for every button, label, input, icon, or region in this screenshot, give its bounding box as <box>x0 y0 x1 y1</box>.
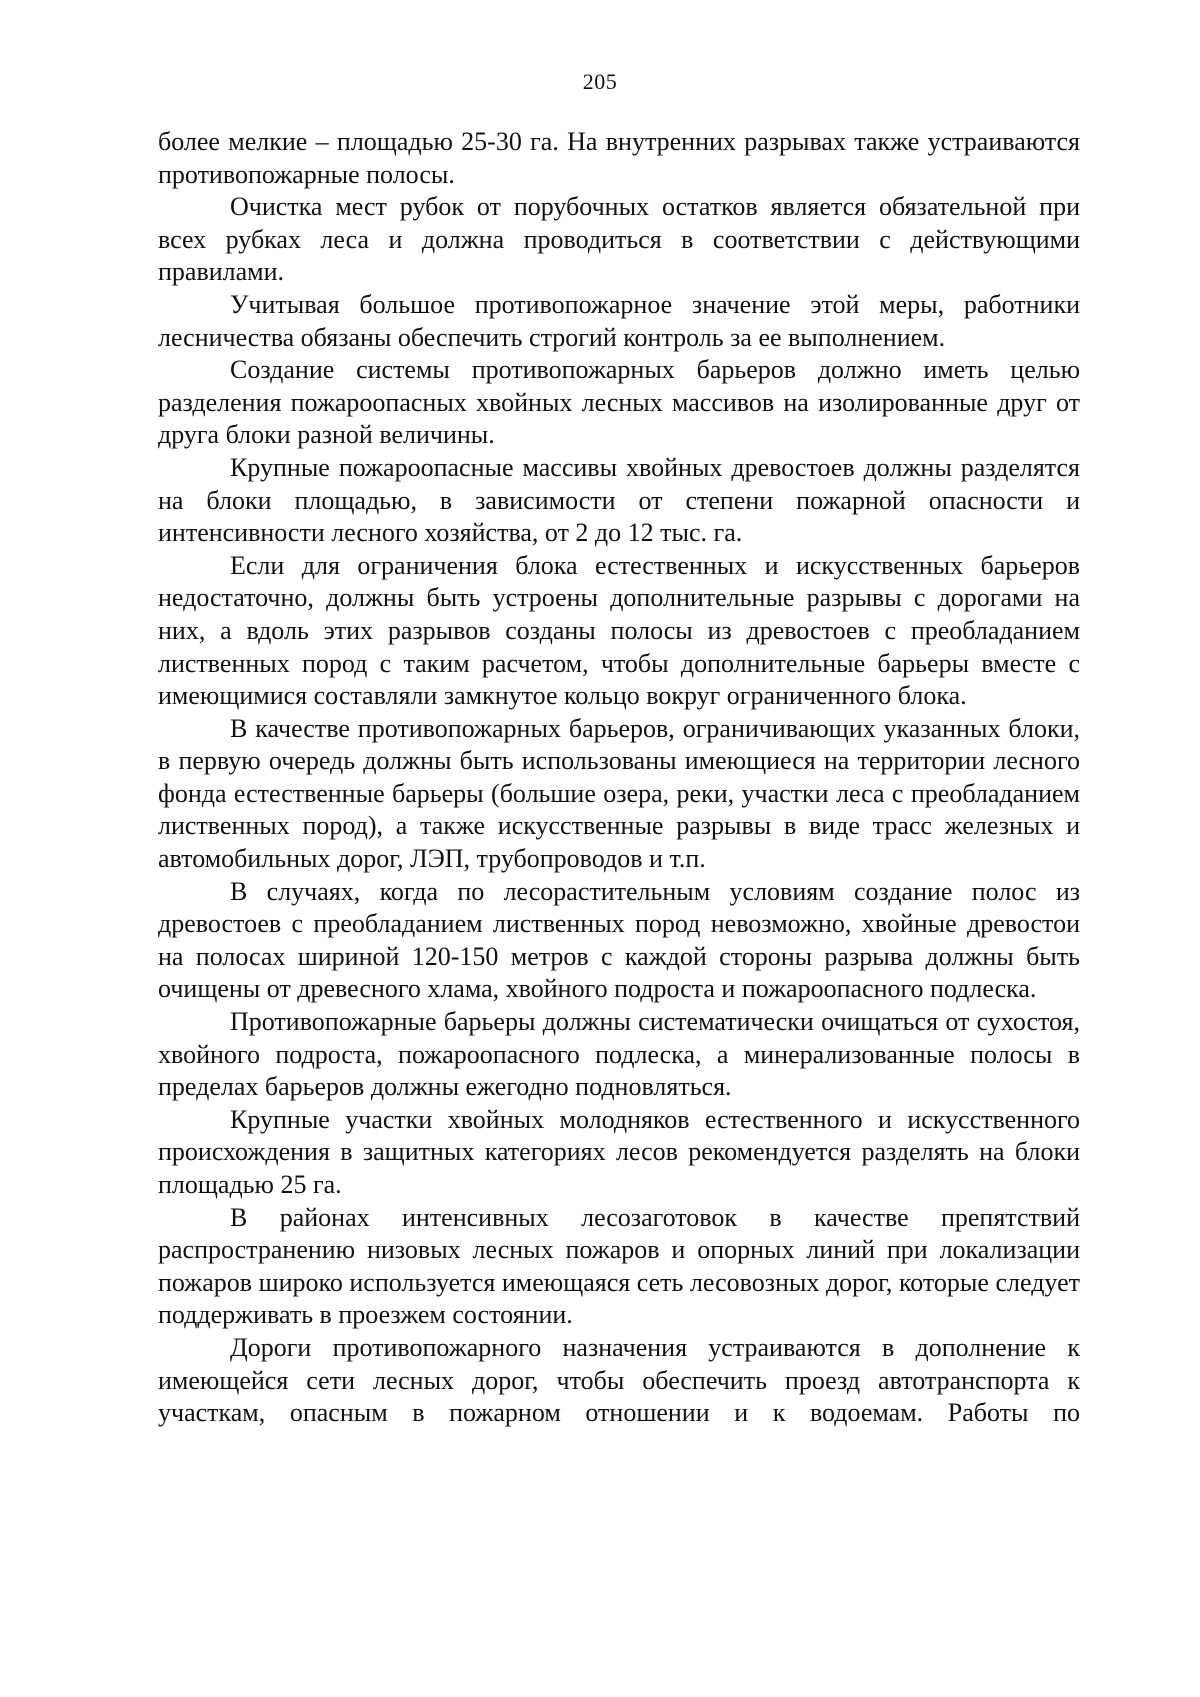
paragraph-fire-roads: Дороги противопожарного назначения устраиваются в дополнение к имеющейся сети лесных дорог, чтобы обеспечить проезд автотранспорта к участкам, опасным в пожарном отношении и к водоемам. Работы по <box>158 1332 1080 1428</box>
paragraph-large-massifs: Крупные пожароопасные массивы хвойных древостоев должны разделятся на блоки площадью, в зависимости от степени пожарной опасности и интенсивности лесного хозяйства, от 2 до 12 тыс. га. <box>158 452 1080 548</box>
paragraph-logging-roads: В районах интенсивных лесозаготовок в качестве препятствий распространению низовых лесных пожаров и опорных линий при локализации пожаров широко используется имеющаяся сеть лесовозных дорог, которые следует поддерживать в проезжем состоянии. <box>158 1202 1080 1330</box>
paragraph-barrier-system: Создание системы противопожарных барьеров должно иметь целью разделения пожароопасных хвойных лесных массивов на изолированные друг от друга блоки разной величины. <box>158 355 1080 450</box>
paragraph-conifer-strips: В случаях, когда по лесорастительным условиям создание полос из древостоев с преобладанием лиственных пород невозможно, хвойные древостои на полосах шириной 120-150 метров с каждой стороны разрыва должны быть очищены от древесного хлама, хвойного подроста и пожароопасного подлеска. <box>158 876 1080 1004</box>
page-number: 205 <box>582 69 618 94</box>
paragraph-natural-barriers: В качестве противопожарных барьеров, ограничивающих указанных блоки, в первую очередь должны быть использованы имеющиеся на территории лесного фонда естественные барьеры (большие озера, реки, участки леса с преобладанием лиственных пород), а также искусственные разрывы в виде трасс железных и автомобильных дорог, ЛЭП, трубопроводов и т.п. <box>158 713 1080 874</box>
paragraph-forestry-control: Учитывая большое противопожарное значение этой меры, работники лесничества обязаны обеспечить строгий контроль за ее выполнением. <box>158 289 1080 352</box>
paragraph-additional-breaks: Если для ограничения блока естественных и искусственных барьеров недостаточно, должны быть устроены дополнительные разрывы с дорогами на них, а вдоль этих разрывов созданы полосы из древостоев с преобладанием лиственных пород с таким расчетом, чтобы дополнительные барьеры вместе с имеющимися составляли замкнутое кольцо вокруг ограниченного блока. <box>158 550 1080 711</box>
paragraph-cleanup-logging-sites: Очистка мест рубок от порубочных остатков является обязательной при всех рубках леса и должна проводиться в соответствии с действующими правилами. <box>158 192 1080 287</box>
paragraph-barrier-cleaning: Противопожарные барьеры должны систематически очищаться от сухостоя, хвойного подроста, пожароопасного подлеска, а минерализованные полосы в пределах барьеров должны ежегодно подновляться. <box>158 1007 1080 1102</box>
body-text <box>158 126 1080 1430</box>
paragraph-continuation: более мелкие – площадью 25-30 га. На внутренних разрывах также устраиваются противопожарные полосы. <box>158 127 1080 189</box>
paragraph-young-stands: Крупные участки хвойных молодняков естественного и искусственного происхождения в защитных категориях лесов рекомендуется разделять на блоки площадью 25 га. <box>158 1104 1080 1199</box>
